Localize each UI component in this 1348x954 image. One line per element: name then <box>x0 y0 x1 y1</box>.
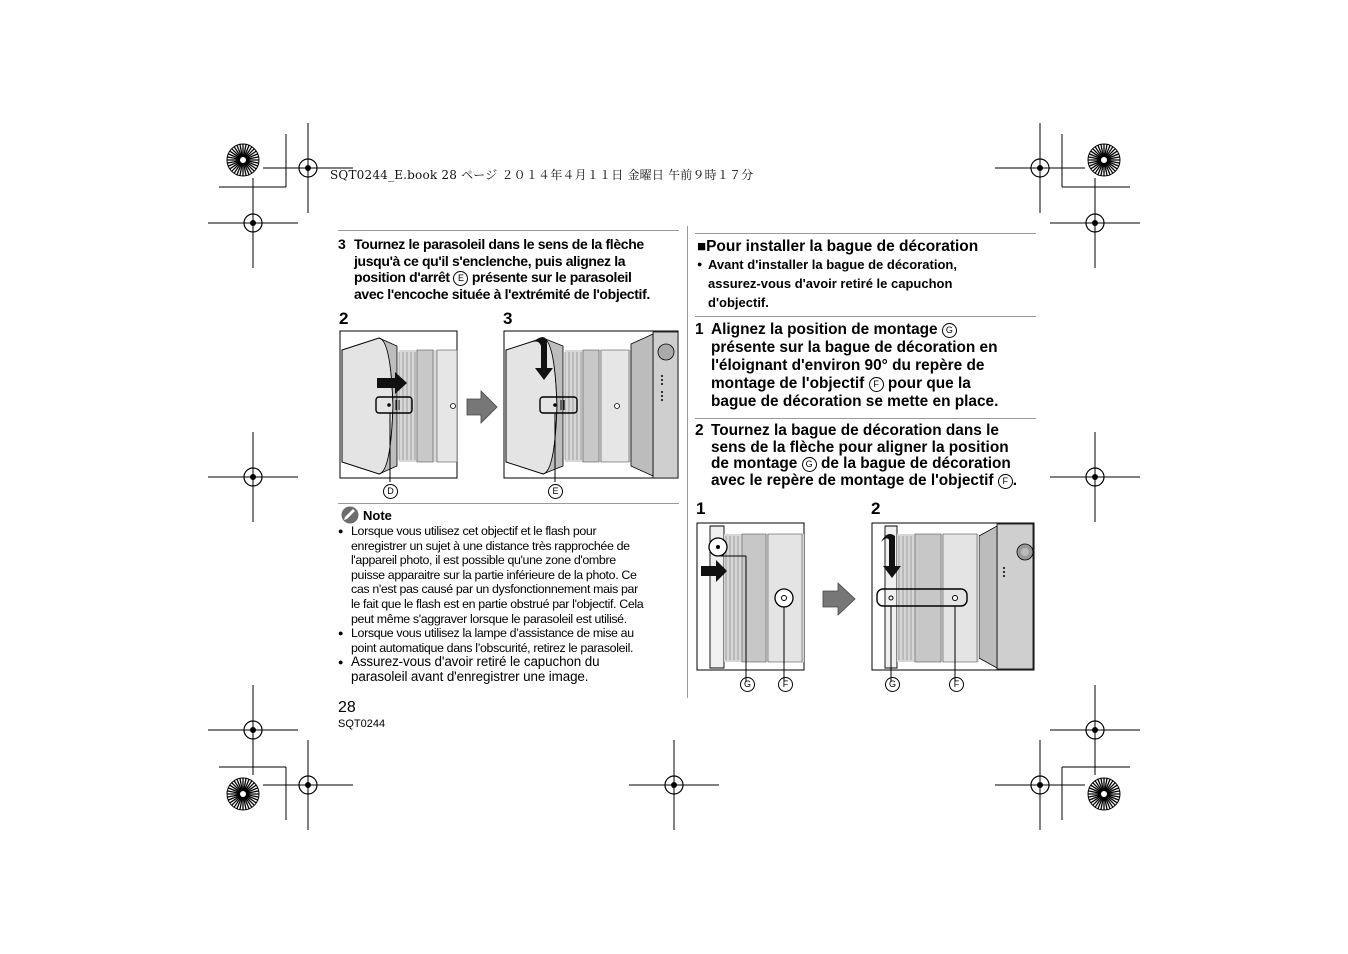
figure-hood-rotate <box>503 330 680 482</box>
step-number: 1 <box>695 321 704 338</box>
callout-f: F <box>778 677 793 692</box>
top-rule-right <box>695 233 1036 234</box>
figure-label-1: 1 <box>696 499 706 518</box>
sequence-arrow-icon <box>466 390 498 424</box>
callout-e-marker: E <box>453 271 468 286</box>
column-separator <box>687 226 688 698</box>
section-heading: ■Pour installer la bague de décoration <box>697 238 979 255</box>
figure-ring-rotate <box>871 522 1036 684</box>
figure-label-2: 2 <box>339 309 349 328</box>
figure-label-3: 3 <box>503 309 513 328</box>
sequence-arrow-icon <box>822 582 856 616</box>
note-item: ● Lorsque vous utilisez la lampe d’assistance de mise au point automatique dans l’obscurité, retirez le parasoleil. <box>338 626 683 655</box>
page-code: SQT0244 <box>338 718 386 730</box>
step1-rule <box>695 316 1036 317</box>
top-rule-left <box>338 230 679 231</box>
callout-f-marker: F <box>869 377 884 392</box>
step-number: 3 <box>338 236 346 252</box>
step-1-instruction: 1 Alignez la position de montage G présente sur la bague de décoration en l'éloignant d'environ 90° du repère de montage de l'objectif F pour que la bague de décoration se mette en place. <box>695 321 999 410</box>
note-item: ● Assurez-vous d'avoir retiré le capuchon du parasoleil avant d'enregistrer une image. <box>338 655 683 684</box>
note-list <box>338 524 683 685</box>
note-pencil-icon <box>340 506 360 524</box>
callout-g-marker: G <box>802 457 817 472</box>
callout-e: E <box>548 484 563 499</box>
callout-g-marker: G <box>942 323 957 338</box>
step2-rule <box>695 418 1036 419</box>
note-rule <box>338 503 679 504</box>
note-item: ● Lorsque vous utilisez cet objectif et le flash pour enregistrer un sujet à une distance très rapprochée de l'appareil photo, il est possible qu'une zone d'ombre puisse apparaitre sur la partie inférieure de la photo. Ce cas n'est pas causé par un dysfonctionnement mais par le fait que le flash est en partie obstrué par l'objectif. Cela peut même s'aggraver lorsque le parasoleil est utilisé. <box>338 524 683 626</box>
pre-install-note: ● Avant d'installer la bague de décoration, assurez-vous d'avoir retiré le capuchon d'objectif. <box>697 257 957 310</box>
print-header: SQT0244_E.book 28 ページ ２０１４年４月１１日 金曜日 午前９時１７分 <box>330 168 754 182</box>
bullet-icon: ● <box>697 259 703 269</box>
note-title: Note <box>363 508 392 523</box>
figure-hood-attach <box>339 330 460 482</box>
callout-g: G <box>740 677 755 692</box>
step-2-instruction: 2 Tournez la bague de décoration dans le sens de la flèche pour aligner la position de montage G de la bague de décoration avec le repère de montage de l'objectif F . <box>695 422 1018 489</box>
callout-f-marker: F <box>998 474 1013 489</box>
page-number: 28 <box>338 699 356 716</box>
callout-d: D <box>383 484 398 499</box>
step-3-instruction: 3 Tournez le parasoleil dans le sens de la flèche jusqu'à ce qu'il s'enclenche, puis alignez la position d'arrêt E présente sur le parasoleil avec l'encoche située à l'extrémité de l'objectif. <box>338 236 650 302</box>
callout-g: G <box>885 677 900 692</box>
square-bullet-icon: ■ <box>697 238 707 255</box>
figure-label-2-right: 2 <box>871 499 881 518</box>
figure-ring-place <box>696 522 807 684</box>
step-number: 2 <box>695 422 704 439</box>
callout-f: F <box>949 677 964 692</box>
